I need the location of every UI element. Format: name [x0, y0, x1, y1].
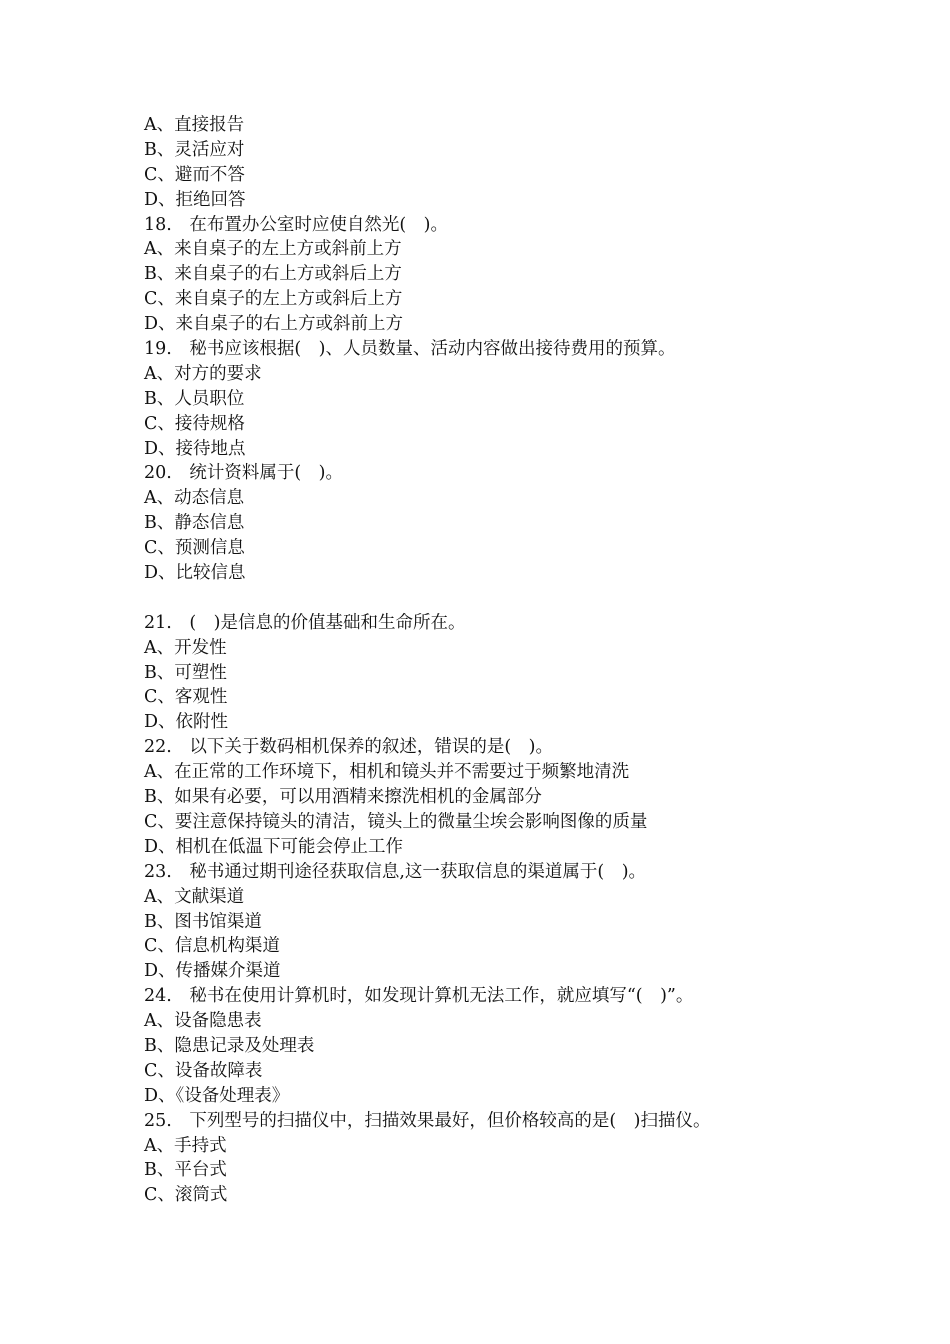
answer-option: A、来自桌子的左上方或斜前上方 [144, 239, 402, 260]
answer-option: C、信息机构渠道 [144, 936, 280, 957]
answer-option: D、接待地点 [144, 438, 246, 459]
answer-option: C、要注意保持镜头的清洁，镜头上的微量尘埃会影响图像的质量 [144, 811, 648, 832]
question-23: 23. 秘书通过期刊途径获取信息,这一获取信息的渠道属于( )。 [144, 861, 647, 882]
answer-option: D、比较信息 [144, 563, 246, 584]
question-18: 18. 在布置办公室时应使自然光( )。 [144, 214, 448, 235]
question-24: 24. 秘书在使用计算机时，如发现计算机无法工作，就应填写“( )”。 [144, 986, 694, 1007]
answer-option: B、灵活应对 [144, 139, 245, 160]
answer-option: B、静态信息 [144, 513, 245, 534]
answer-option: B、人员职位 [144, 388, 245, 409]
answer-option: C、来自桌子的左上方或斜后上方 [144, 289, 403, 310]
answer-option: D、相机在低温下可能会停止工作 [144, 836, 404, 857]
question-25: 25. 下列型号的扫描仪中，扫描效果最好，但价格较高的是( )扫描仪。 [144, 1110, 711, 1131]
answer-option: A、文献渠道 [144, 886, 245, 907]
answer-option: B、来自桌子的右上方或斜后上方 [144, 264, 402, 285]
document-body [144, 113, 844, 1208]
answer-option: B、图书馆渠道 [144, 911, 262, 932]
answer-option: A、设备隐患表 [144, 1011, 262, 1032]
answer-option: D、依附性 [144, 712, 229, 733]
question-19: 19. 秘书应该根据( )、人员数量、活动内容做出接待费用的预算。 [144, 339, 676, 360]
answer-option: D、来自桌子的右上方或斜前上方 [144, 314, 404, 335]
answer-option: B、隐患记录及处理表 [144, 1035, 315, 1056]
answer-option: D、拒绝回答 [144, 189, 246, 210]
answer-option: D、传播媒介渠道 [144, 961, 281, 982]
question-22: 22. 以下关于数码相机保养的叙述，错误的是( )。 [144, 737, 553, 758]
answer-option: A、对方的要求 [144, 363, 262, 384]
blank-line [144, 586, 844, 611]
answer-option: C、设备故障表 [144, 1060, 263, 1081]
question-21: 21. ( )是信息的价值基础和生命所在。 [144, 612, 466, 633]
answer-option: A、手持式 [144, 1135, 227, 1156]
answer-option: C、避而不答 [144, 164, 245, 185]
answer-option: A、开发性 [144, 637, 227, 658]
answer-option: A、动态信息 [144, 488, 245, 509]
answer-option: B、可塑性 [144, 662, 227, 683]
answer-option: A、在正常的工作环境下，相机和镜头并不需要过于频繁地清洗 [144, 762, 630, 783]
answer-option: C、客观性 [144, 687, 228, 708]
answer-option: C、接待规格 [144, 413, 245, 434]
answer-option: D、《设备处理表》 [144, 1085, 290, 1106]
answer-option: B、平台式 [144, 1160, 227, 1181]
answer-option: B、如果有必要，可以用酒精来擦洗相机的金属部分 [144, 787, 542, 808]
answer-option: C、滚筒式 [144, 1185, 228, 1206]
answer-option: A、直接报告 [144, 115, 245, 135]
question-20: 20. 统计资料属于( )。 [144, 463, 343, 484]
answer-option: C、预测信息 [144, 538, 245, 559]
